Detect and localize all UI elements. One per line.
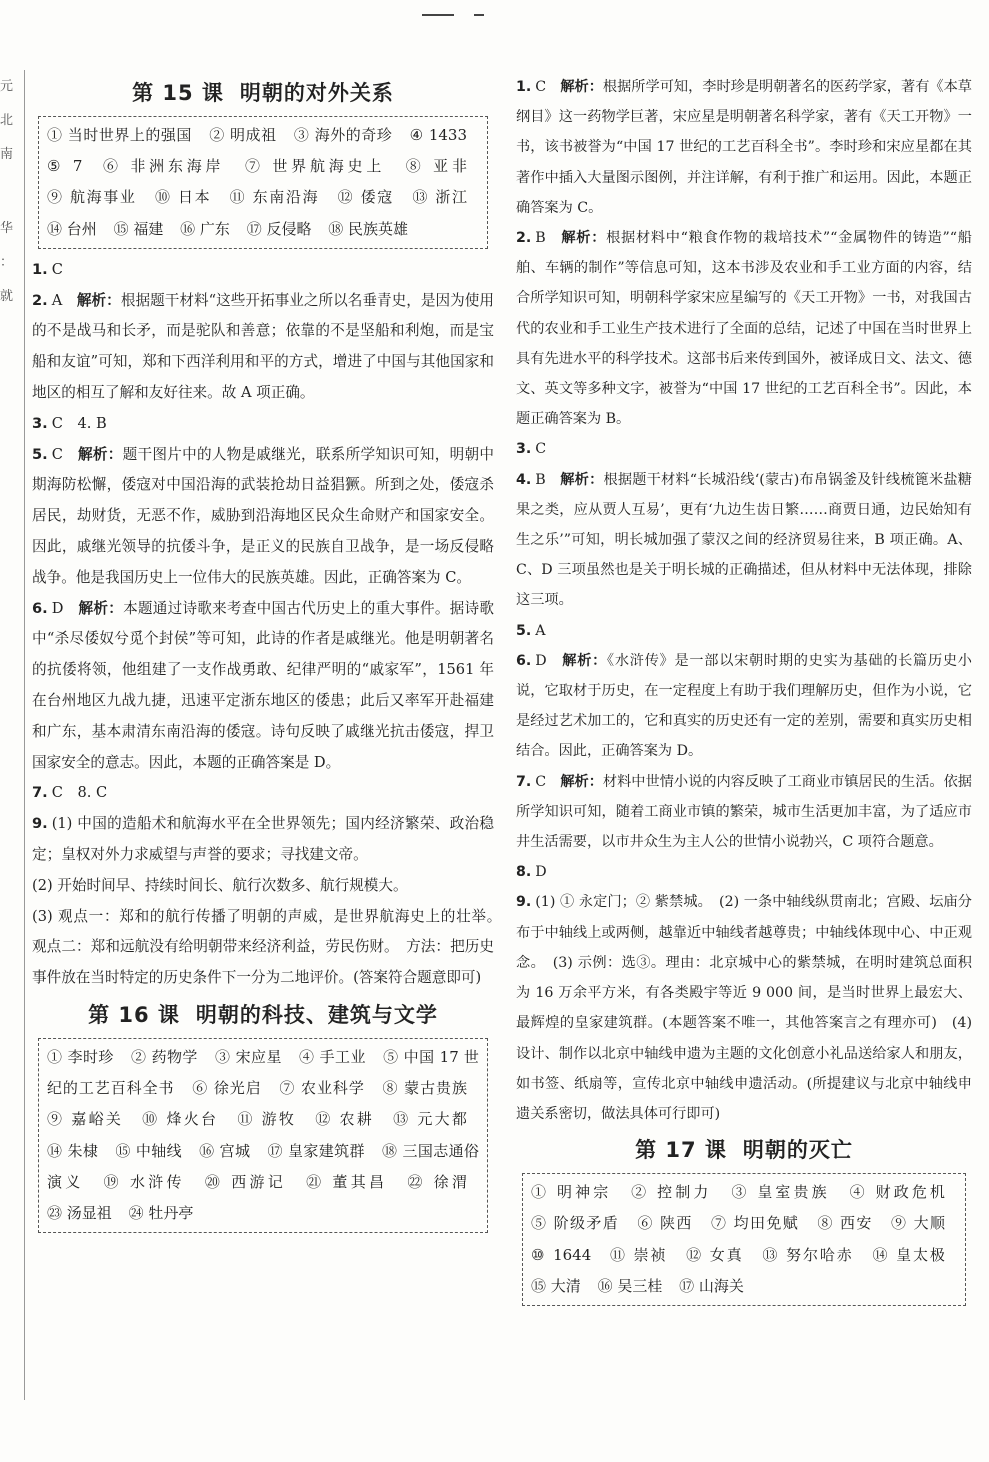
- answer-item: [516, 646, 972, 767]
- right-column: [516, 72, 972, 1312]
- answer-item: [516, 857, 972, 887]
- analysis-text: 根据材料中“粮食作物的栽培技术”“金属物件的铸造”“船舶、车辆的制作”等信息可知，这本书涉及农业和手工业方面的内容，结合所学知识可知，明朝科学家宋应星编写的《天工开物》一书，对我国古代的农业和手工业生产技术进行了全面的总结，记述了中国在当时世界上具有先进水平的科学技术。这部书后来传到国外，被译成日文、法文、德文、英文等多种文字，被誉为“中国 17 世纪的工艺百科全书”。因此，本题正确答案为 B。: [516, 230, 972, 428]
- answer-item-q9: [516, 887, 972, 1129]
- analysis-text: 根据题干材料“长城沿线‘(蒙古)布帛锅釜及针线梳篦米盐糖果之类，应从贾人互易’，更有‘九边生齿日繁……商贾日通，边民始知有生之乐’”可知，明长城加强了蒙汉之间的经济贸易往来，B 项正确。A、C、D 三项虽然也是关于明长城的正确描述，但从材料中无法体现，排除这三项。: [516, 471, 972, 609]
- keyword: ⑥ 徐光启: [192, 1079, 262, 1098]
- keyword: ㉑ 董其昌: [306, 1172, 388, 1191]
- keyword: ⑤ 阶级矛盾: [531, 1214, 620, 1233]
- answer-text: C: [51, 260, 63, 278]
- lesson17-keyword-box: [522, 1173, 966, 1306]
- keyword: ⑨ 嘉峪关: [47, 1110, 124, 1129]
- keyword: ⑧ 蒙古贵族: [382, 1079, 467, 1098]
- keyword: ⑮ 大清: [531, 1276, 581, 1295]
- margin-text: 就: [0, 289, 14, 304]
- question-number: 5.: [516, 622, 532, 639]
- analysis-text: 根据所学可知，李时珍是明朝著名的医药学家，著有《本草纲目》这一药物学巨著，宋应星是明朝著名科学家，著有《天工开物》一书，该书被誉为“中国 17 世纪的工艺百科全书”。李时珍和宋应星都在其著作中插入大量图示图例，并注详解，有利于推广和运用。因此，本题正确答案为 C。: [516, 79, 972, 216]
- keyword: ⑨ 航海事业: [47, 188, 137, 207]
- keyword: ⑰ 反侵略: [246, 219, 312, 238]
- answer-item: [516, 767, 972, 858]
- lesson15-keyword-box: [38, 116, 488, 249]
- answer-part: (1) 中国的造船术和航海水平在全世界领先；国内经济繁荣、政治稳定；皇权对外力求威望与声誉的要求；寻找建文帝。: [32, 815, 494, 863]
- lesson-title-text: 明朝的对外关系: [239, 81, 394, 105]
- answer-choice: D: [51, 599, 64, 617]
- left-margin-fragments: [0, 70, 14, 314]
- answer-item: [516, 72, 972, 223]
- keyword: ⑩ 1644: [531, 1245, 592, 1264]
- keyword: ③ 海外的奇珍: [293, 126, 393, 144]
- answer-text: C: [535, 441, 547, 458]
- answer-part: (2) 开始时间早、持续时间长、航行次数多、航行规模大。: [32, 876, 408, 894]
- keyword: ⑧ 亚非: [405, 157, 467, 176]
- keyword: ⑬ 努尔哈赤: [762, 1245, 854, 1264]
- analysis-text: 材料中世情小说的内容反映了工商业市镇居民的生活。依据所学知识可知，随着工商业市镇的繁荣，城市生活更加丰富，为了适应市井生活需要，以市井众生为主人公的世情小说勃兴，C 项符合题意。: [516, 773, 972, 851]
- answer-item: [516, 616, 972, 646]
- analysis-label: 解析：: [76, 291, 121, 309]
- answer-text: C 4. B: [51, 414, 107, 432]
- keyword: ① 明神宗: [531, 1183, 612, 1202]
- keyword: ⑳ 西游记: [204, 1172, 287, 1191]
- keyword: ⑮ 福建: [113, 219, 164, 238]
- keyword: ⑫ 女真: [686, 1245, 744, 1264]
- answer-choice: B: [535, 471, 546, 488]
- answer-choice: C: [535, 773, 547, 790]
- keyword: ⑯ 吴三桂: [597, 1276, 663, 1295]
- lesson15-title: [32, 76, 494, 110]
- keyword: ⑬ 元大都: [393, 1110, 467, 1129]
- lesson-number: 第 17 课: [635, 1138, 727, 1163]
- answer-item: [32, 594, 494, 779]
- question-number: 7.: [516, 773, 532, 790]
- top-deco-line: [422, 14, 454, 16]
- question-number: 5.: [32, 445, 48, 463]
- keyword: ⑪ 东南沿海: [229, 188, 320, 207]
- keyword: ⑨ 大顺: [891, 1214, 945, 1233]
- lesson-number: 第 16 课: [88, 1002, 180, 1027]
- keyword: ④ 财政危机: [849, 1183, 945, 1202]
- lesson17-title: [516, 1133, 972, 1167]
- keyword: ⑩ 日本: [154, 188, 212, 207]
- keyword: ⑧ 西安: [817, 1214, 873, 1233]
- answer-choice: C: [535, 79, 547, 95]
- answer-choice: C: [51, 445, 63, 463]
- keyword: ① 李时珍: [47, 1047, 114, 1066]
- analysis-label: 解析：: [78, 445, 123, 463]
- question-number: 4.: [516, 471, 532, 488]
- analysis-label: 解析：: [560, 471, 604, 488]
- keyword: ① 当时世界上的强国: [47, 126, 192, 144]
- answer-item-q9: [32, 809, 509, 994]
- lesson-title-text: 明朝的灭亡: [742, 1138, 853, 1163]
- top-deco-line: [474, 14, 484, 16]
- keyword: ⑦ 均田免赋: [711, 1214, 800, 1233]
- margin-text: ：: [0, 255, 14, 270]
- keyword: ④ 1433: [409, 126, 467, 144]
- lesson16-keyword-box: [38, 1038, 488, 1233]
- keyword: ⑬ 浙江: [412, 188, 467, 207]
- answer-item: [32, 255, 494, 286]
- question-number: 3.: [516, 441, 532, 458]
- analysis-text: 《水浒传》是一部以宋朝时期的史实为基础的长篇历史小说，它取材于历史，在一定程度上有助于我们理解历史，但作为小说，它是经过艺术加工的，它和真实的历史还有一定的差别，需要和真实历史相结合。因此，正确答案为 D。: [516, 652, 972, 760]
- answer-item: [32, 778, 494, 809]
- keyword: ⑰ 山海关: [679, 1276, 744, 1295]
- question-number: 3.: [32, 414, 48, 432]
- keyword: ② 明成祖: [209, 126, 277, 144]
- keyword: ⑱ 民族英雄: [328, 219, 409, 238]
- question-number: 2.: [32, 291, 48, 309]
- analysis-label: 解析：: [560, 79, 603, 95]
- question-number: 9.: [32, 815, 48, 833]
- question-number: 2.: [516, 230, 532, 247]
- keyword: ② 药物学: [131, 1047, 198, 1066]
- answer-choice: D: [535, 652, 547, 669]
- keyword: ⑱ 三国志通俗演义: [47, 1141, 479, 1191]
- keyword: ⑩ 烽火台: [142, 1110, 219, 1129]
- answer-item: [516, 223, 972, 434]
- keyword: ⑤ 中国 17 世纪的工艺百科全书: [47, 1047, 479, 1098]
- keyword: ⑦ 农业科学: [279, 1079, 365, 1098]
- question-number: 8.: [516, 864, 532, 881]
- question-number: 6.: [516, 652, 532, 669]
- analysis-label: 解析：: [562, 652, 608, 669]
- keyword: ⑯ 广东: [180, 219, 230, 238]
- keyword: ㉒ 徐渭: [407, 1172, 467, 1191]
- lesson-number: 第 15 课: [132, 81, 224, 105]
- margin-text: 元: [0, 79, 14, 94]
- question-number: 9.: [516, 894, 532, 911]
- answer-text: (1) ① 永定门；② 紫禁城。 (2) 一条中轴线纵贯南北；宫殿、坛庙分布于中轴线上或两侧，越靠近中轴线者越尊贵；中轴线体现中心、中正观念。 (3) 示例：选③。理由：北京城中心的紫禁城，在明时建筑总面积为 16 万余平方米，有各类殿宇等近 9 000 间，是当时世界上最宏大、最辉煌的皇家建筑群。(本题答案不唯一，其他答案言之有理亦可) (4) 设计、制作以北京中轴线申遗为主题的文化创意小礼品送给家人和朋友，如书签、纸扇等，宣传北京中轴线申遗活动。(所提建议与北京中轴线申遗关系密切，做法具体可行即可): [516, 894, 972, 1122]
- keyword: ⑰ 皇家建筑群: [267, 1141, 365, 1160]
- answer-item: [516, 434, 972, 464]
- keyword: ⑫ 农耕: [315, 1110, 375, 1129]
- keyword: ㉔ 牡丹亭: [128, 1203, 194, 1222]
- answer-text: D: [535, 864, 547, 881]
- answer-text: A: [535, 622, 546, 639]
- margin-text: 华: [0, 221, 14, 236]
- margin-divider: [24, 70, 25, 1400]
- keyword: ⑪ 崇祯: [609, 1245, 668, 1264]
- analysis-text: 根据题干材料“这些开拓事业之所以名垂青史，是因为使用的不是战马和长矛，而是驼队和善意；依靠的不是坚船和利炮，而是宝船和友谊”可知，郑和下西洋利用和平的方式，增进了中国与其他国家和地区的相互了解和友好往来。故 A 项正确。: [32, 291, 494, 401]
- question-number: 1.: [516, 79, 532, 95]
- keyword: ⑪ 游牧: [237, 1110, 297, 1129]
- answer-item: [32, 286, 494, 409]
- answer-choice: B: [535, 230, 546, 247]
- answer-item: [32, 409, 494, 440]
- margin-text: 南: [0, 147, 14, 162]
- analysis-text: 题干图片中的人物是戚继光，联系所学知识可知，明朝中期海防松懈，倭寇对中国沿海的武装抢劫日益猖獗。所到之处，倭寇杀居民，劫财货，无恶不作，威胁到沿海地区民众生命财产和国家安全。因此，戚继光领导的抗倭斗争，是正义的民族自卫战争，是一场反侵略战争。他是我国历史上一位伟大的民族英雄。因此，正确答案为 C。: [32, 445, 494, 586]
- keyword: ② 控制力: [631, 1183, 712, 1202]
- analysis-label: 解析：: [561, 230, 607, 247]
- answer-choice: A: [51, 291, 63, 309]
- keyword: ③ 宋应星: [215, 1047, 282, 1066]
- keyword: ⑤ 7: [47, 157, 83, 176]
- keyword: ⑥ 非洲东海岸: [102, 157, 225, 176]
- lesson16-title: [32, 998, 494, 1032]
- keyword: ⑲ 水浒传: [103, 1172, 185, 1191]
- analysis-label: 解析：: [78, 599, 124, 617]
- margin-text: 北: [0, 113, 14, 128]
- keyword: ⑫ 倭寇: [337, 188, 394, 207]
- question-number: 6.: [32, 599, 48, 617]
- keyword: ⑭ 皇太极: [872, 1245, 945, 1264]
- answer-item: [32, 440, 494, 594]
- answer-item: [516, 465, 972, 616]
- analysis-label: 解析：: [560, 773, 603, 790]
- question-number: 7.: [32, 784, 48, 802]
- question-number: 1.: [32, 260, 48, 278]
- left-column: [32, 72, 509, 1239]
- keyword: ⑮ 中轴线: [115, 1141, 182, 1160]
- keyword: ⑥ 陕西: [637, 1214, 693, 1233]
- keyword: ㉓ 汤显祖: [47, 1203, 112, 1222]
- keyword: ⑯ 宫城: [199, 1141, 251, 1160]
- keyword: ⑭ 朱棣: [47, 1141, 99, 1160]
- keyword: ⑭ 台州: [47, 219, 97, 238]
- keyword: ⑦ 世界航海史上: [244, 157, 386, 176]
- answer-part: (3) 观点一：郑和的航行传播了明朝的声威，是世界航海史上的壮举。 观点二：郑和远航没有给明朝带来经济利益，劳民伤财。 方法：把历史事件放在当时特定的历史条件下一分为二地评价。(答案符合题意即可): [32, 907, 509, 987]
- keyword: ④ 手工业: [299, 1047, 366, 1066]
- lesson-title-text: 明朝的科技、建筑与文学: [195, 1002, 438, 1027]
- answer-text: C 8. C: [51, 784, 108, 802]
- analysis-text: 本题通过诗歌来考查中国古代历史上的重大事件。据诗歌中“杀尽倭奴兮觅个封侯”等可知，此诗的作者是戚继光。他是明朝著名的抗倭将领，他组建了一支作战勇敢、纪律严明的“戚家军”，1561 年在台州地区九战九捷，迅速平定浙东地区的倭患；此后又率军开赴福建和广东，基本肃清东南沿海的倭寇。诗句反映了戚继光抗击倭寇，捍卫国家安全的意志。因此，本题的正确答案是 D。: [32, 599, 494, 771]
- keyword: ③ 皇室贵族: [731, 1183, 830, 1202]
